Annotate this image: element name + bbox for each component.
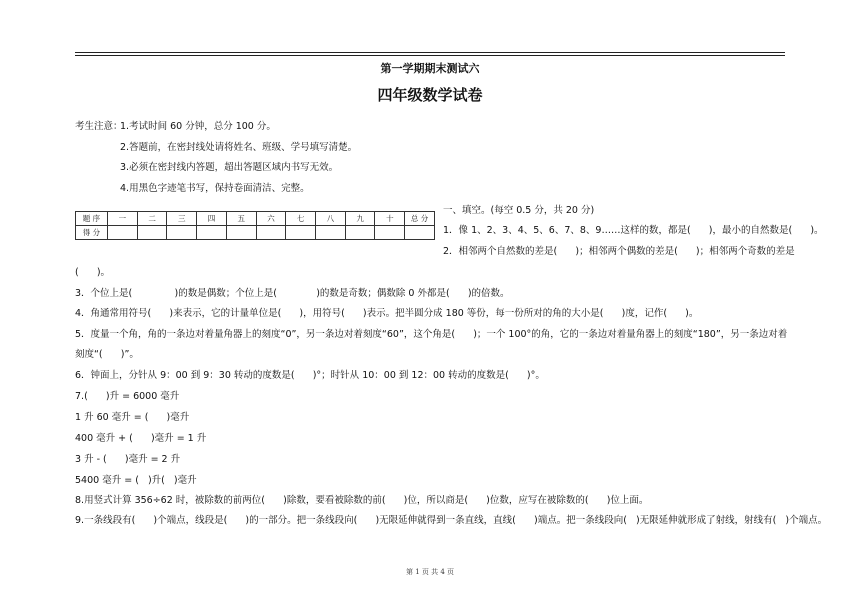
score-cell: [345, 226, 375, 240]
score-header-cell: 二: [137, 212, 167, 226]
question-line: 3．个位上是( )的数是偶数；个位上是( )的数是奇数；偶数除 0 外都是( )的倍数。: [75, 288, 510, 299]
question-line: 6．钟面上，分针从 9：00 到 9：30 转动的度数是( )°；时针从 10：00 到 12：00 转动的度数是( )°。: [75, 370, 545, 381]
score-header-cell: 总 分: [405, 212, 435, 226]
page-subtitle: 四年级数学试卷: [377, 86, 483, 104]
question-line: 2．相邻两个自然数的差是( )；相邻两个偶数的差是( )；相邻两个奇数的差是: [443, 246, 795, 257]
notice-item: 1.考试时间 60 分钟，总分 100 分。: [120, 121, 276, 132]
question-line: 1 升 60 毫升 = ( )毫升: [75, 412, 190, 423]
question-line: 9.一条线段有( )个端点，线段是( )的一部分。把一条线段向( )无限延伸就得到一条直线，直线( )端点。把一条线段向( )无限延伸就形成了射线，射线有( )个端点。: [75, 515, 828, 526]
notice-item: 3.必须在密封线内答题，超出答题区域内书写无效。: [120, 162, 339, 173]
header-rule-top: [75, 52, 785, 53]
score-cell: [167, 226, 197, 240]
score-header-cell: 三: [167, 212, 197, 226]
score-cell: [375, 226, 405, 240]
question-line: 400 毫升 + ( )毫升 = 1 升: [75, 433, 207, 444]
score-cell: [226, 226, 256, 240]
page-title: 第一学期期末测试六: [380, 62, 480, 75]
score-cell: [108, 226, 138, 240]
score-cell: [405, 226, 435, 240]
score-header-cell: 四: [197, 212, 227, 226]
score-header-cell: 十: [375, 212, 405, 226]
score-cell: [316, 226, 346, 240]
question-line: 8.用竖式计算 356÷62 时，被除数的前两位( )除数，要看被除数的前( )位，所以商是( )位数，应写在被除数的( )位上面。: [75, 495, 649, 506]
score-table-header-row: [76, 212, 435, 226]
score-cell: [137, 226, 167, 240]
notice-item: 4.用黑色字迹笔书写，保持卷面清洁、完整。: [120, 183, 310, 194]
question-line: 7.( )升 = 6000 毫升: [75, 391, 180, 402]
page-number: 第 1 页 共 4 页: [405, 568, 455, 576]
section-heading: 一、填空。(每空 0.5 分，共 20 分): [443, 205, 595, 216]
score-row-label: 得 分: [76, 226, 108, 240]
question-line: ( )。: [75, 267, 111, 278]
score-header-cell: 题 序: [76, 212, 108, 226]
score-header-cell: 六: [256, 212, 286, 226]
score-cell: [286, 226, 316, 240]
score-table-score-row: [76, 226, 435, 240]
score-cell: [256, 226, 286, 240]
question-line: 4．角通常用符号( )来表示，它的计量单位是( )，用符号( )表示。把半圆分成 180 等份，每一份所对的角的大小是( )度，记作( )。: [75, 308, 699, 319]
question-line: 5．度量一个角，角的一条边对着量角器上的刻度“0”，另一条边对着刻度“60”，这个角是( )；一个 100°的角，它的一条边对着量角器上的刻度“180”，另一条边对着: [75, 329, 788, 340]
question-line: 刻度“( )”。: [75, 349, 139, 360]
score-header-cell: 一: [108, 212, 138, 226]
notice-label: 考生注意：: [75, 121, 123, 132]
score-header-cell: 九: [345, 212, 375, 226]
score-header-cell: 七: [286, 212, 316, 226]
question-line: 1．像 1、2、3、4、5、6、7、8、9……这样的数，都是( )，最小的自然数是( )。: [443, 225, 824, 236]
score-header-cell: 八: [316, 212, 346, 226]
header-rule-bottom: [75, 55, 785, 56]
score-cell: [197, 226, 227, 240]
question-line: 3 升 - ( )毫升 = 2 升: [75, 454, 181, 465]
notice-item: 2.答题前，在密封线处请将姓名、班级、学号填写清楚。: [120, 142, 358, 153]
score-table: [75, 211, 435, 240]
question-line: 5400 毫升 = ( )升( )毫升: [75, 475, 197, 486]
score-header-cell: 五: [226, 212, 256, 226]
